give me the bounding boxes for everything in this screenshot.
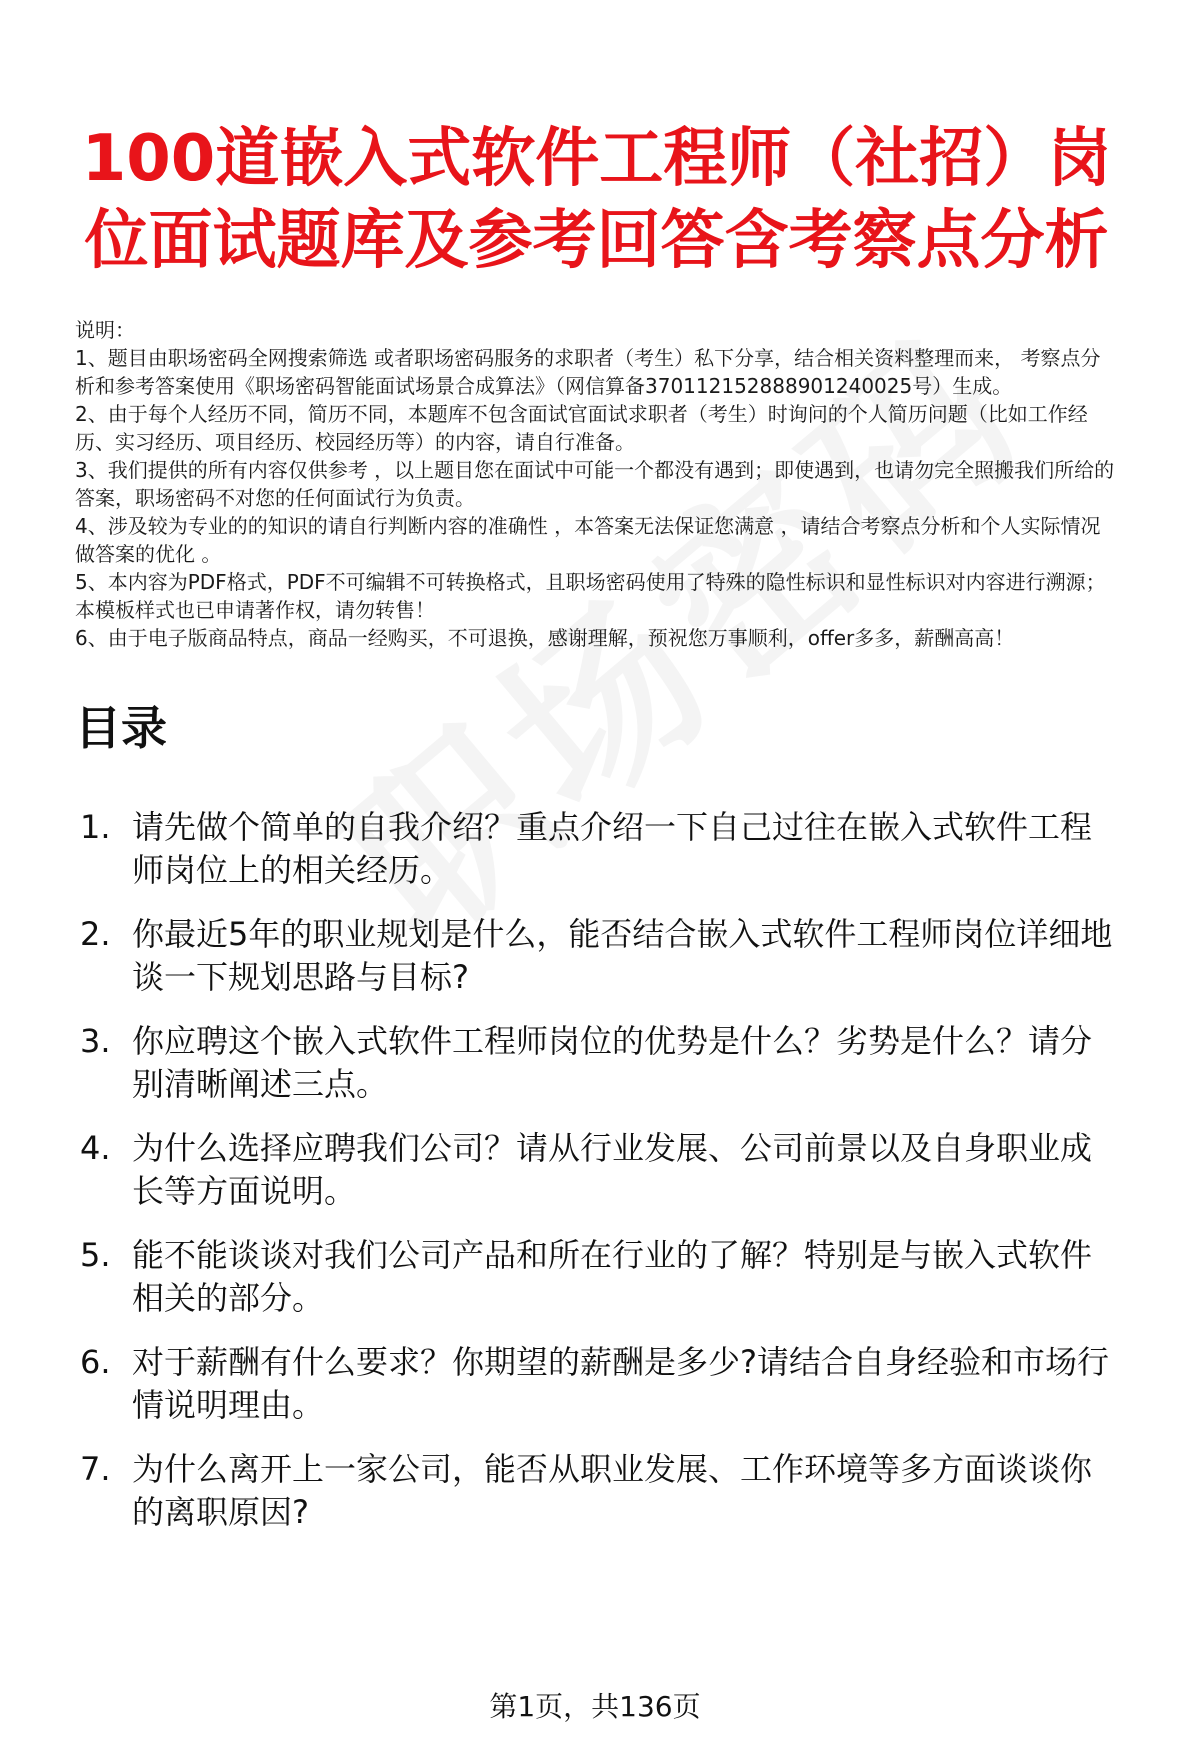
toc-item-number: 5. — [80, 1236, 111, 1274]
toc-item-text: 为什么离开上一家公司，能否从职业发展、工作环境等多方面谈谈你的离职原因? — [132, 1450, 1093, 1531]
toc-list — [75, 806, 1118, 1534]
note-item: 6、由于电子版商品特点，商品一经购买，不可退换，感谢理解，预祝您万事顺利，offer多多，薪酬高高！ — [75, 626, 1015, 650]
note-item: 3、我们提供的所有内容仅供参考 ，以上题目您在面试中可能一个都没有遇到；即使遇到，也请勿完全照搬我们所给的答案，职场密码不对您的任何面试行为负责。 — [75, 458, 1115, 510]
toc-item-number: 2. — [80, 915, 111, 953]
toc-item-text: 能不能谈谈对我们公司产品和所在行业的了解？特别是与嵌入式软件相关的部分。 — [132, 1236, 1093, 1317]
toc-item-number: 7. — [80, 1450, 111, 1488]
toc-item[interactable] — [75, 913, 1118, 999]
toc-item-text: 对于薪酬有什么要求？你期望的薪酬是多少?请结合自身经验和市场行情说明理由。 — [132, 1343, 1109, 1424]
toc-item[interactable] — [75, 1127, 1118, 1213]
toc-item[interactable] — [75, 1448, 1118, 1534]
page-footer: 第1页，共136页 — [489, 1690, 701, 1723]
toc-item-number: 3. — [80, 1022, 111, 1060]
toc-item-text: 你最近5年的职业规划是什么，能否结合嵌入式软件工程师岗位详细地谈一下规划思路与目标? — [132, 915, 1113, 996]
toc-item[interactable] — [75, 1234, 1118, 1320]
toc-item[interactable] — [75, 1020, 1118, 1106]
note-item: 5、本内容为PDF格式，PDF不可编辑不可转换格式，且职场密码使用了特殊的隐性标识和显性标识对内容进行溯源；本模板样式也已申请著作权，请勿转售！ — [75, 570, 1106, 622]
notes-heading: 说明： — [75, 318, 135, 342]
toc-item-text: 为什么选择应聘我们公司？请从行业发展、公司前景以及自身职业成长等方面说明。 — [132, 1129, 1093, 1210]
toc-item-text: 你应聘这个嵌入式软件工程师岗位的优势是什么？劣势是什么？请分别清晰阐述三点。 — [132, 1022, 1093, 1103]
toc-item-number: 1. — [80, 808, 111, 846]
toc-heading: 目录 — [75, 701, 167, 755]
notes-section — [75, 316, 1118, 652]
toc-item-number: 4. — [80, 1129, 111, 1167]
toc-item[interactable] — [75, 806, 1118, 892]
note-item: 4、涉及较为专业的的知识的请自行判断内容的准确性 ，本答案无法保证您满意 ，请结合考察点分析和个人实际情况做答案的优化 。 — [75, 514, 1101, 566]
document-title: 100道嵌入式软件工程师（社招）岗位面试题库及参考回答含考察点分析 — [81, 122, 1112, 278]
toc-item-number: 6. — [80, 1343, 111, 1381]
toc-item-text: 请先做个简单的自我介绍？重点介绍一下自己过往在嵌入式软件工程师岗位上的相关经历。 — [132, 808, 1093, 889]
note-item: 2、由于每个人经历不同，简历不同，本题库不包含面试官面试求职者（考生）时询问的个人简历问题（比如工作经历、实习经历、项目经历、校园经历等）的内容，请自行准备。 — [75, 402, 1088, 454]
toc-item[interactable] — [75, 1341, 1118, 1427]
note-item: 1、题目由职场密码全网搜索筛选 或者职场密码服务的求职者（考生）私下分享，结合相关资料整理而来， 考察点分析和参考答案使用《职场密码智能面试场景合成算法》（网信算备370112152888901240025号）生成。 — [75, 346, 1101, 398]
